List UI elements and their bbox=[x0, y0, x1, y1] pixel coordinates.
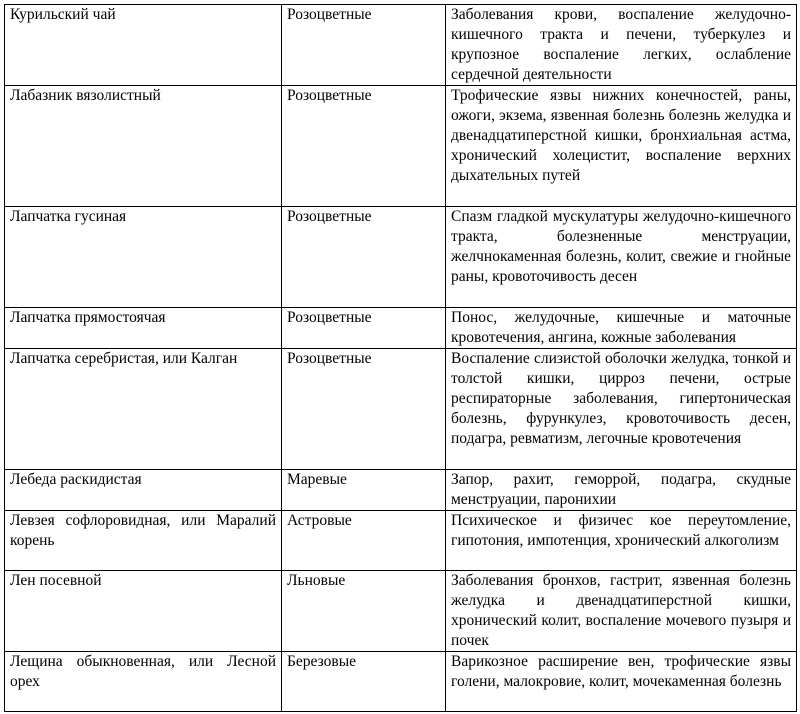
document-page bbox=[4, 4, 796, 712]
plant-name-cell: Лапчатка серебристая, или Калган bbox=[5, 349, 282, 470]
plant-name-cell: Лапчатка прямостоячая bbox=[5, 308, 282, 349]
diseases-cell: Заболевания крови, воспаление желудочно-кишечного тракта и печени, туберкулез и крупозное воспаление легких, ослабление сердечной деятельности bbox=[446, 5, 797, 86]
plant-family-cell: Березовые bbox=[282, 652, 446, 712]
plant-family-cell: Розоцветные bbox=[282, 349, 446, 470]
plant-name-cell: Лещина обыкновенная, или Лесной орех bbox=[5, 652, 282, 712]
table-row bbox=[5, 207, 797, 308]
plant-name-cell: Курильский чай bbox=[5, 5, 282, 86]
diseases-cell: Спазм гладкой мускулатуры желудочно-кишечного тракта, болезненные менструации, желчнокаменная болезнь, колит, свежие и гнойные раны, кровоточивость десен bbox=[446, 207, 797, 308]
table-row bbox=[5, 349, 797, 470]
diseases-cell: Варикозное расширение вен, трофические язвы голени, малокровие, колит, мочекаменная болезнь bbox=[446, 652, 797, 712]
plant-name-cell: Лабазник вязолистный bbox=[5, 86, 282, 207]
diseases-cell: Заболевания бронхов, гастрит, язвенная болезнь желудка и двенадцатиперстной кишки, хронический колит, воспаление мочевого пузыря и почек bbox=[446, 571, 797, 652]
plant-name-cell: Лапчатка гусиная bbox=[5, 207, 282, 308]
diseases-cell: Запор, рахит, геморрой, подагра, скудные менструации, паронихии bbox=[446, 470, 797, 511]
table-row bbox=[5, 308, 797, 349]
plant-family-cell: Розоцветные bbox=[282, 308, 446, 349]
diseases-cell: Воспаление слизистой оболочки желудка, тонкой и толстой кишки, цирроз печени, острые респираторные заболевания, гипертоническая болезнь, фурункулез, кровоточивость десен, подагра, ревматизм, легочные кровотечения bbox=[446, 349, 797, 470]
plant-name-cell: Лен посевной bbox=[5, 571, 282, 652]
plant-family-cell: Розоцветные bbox=[282, 207, 446, 308]
plant-family-cell: Розоцветные bbox=[282, 5, 446, 86]
table-row bbox=[5, 86, 797, 207]
diseases-cell: Психическое и физичес кое переутомление, гипотония, импотенция, хронический алкоголизм bbox=[446, 511, 797, 571]
medicinal-plants-table bbox=[4, 4, 797, 712]
table-row bbox=[5, 5, 797, 86]
plant-name-cell: Лебеда раскидистая bbox=[5, 470, 282, 511]
plant-name-cell: Левзея софлоровидная, или Маралий корень bbox=[5, 511, 282, 571]
table-row bbox=[5, 470, 797, 511]
diseases-cell: Трофические язвы нижних конечностей, раны, ожоги, экзема, язвенная болезнь болезнь желудка и двенадцатиперстной кишки, бронхиальная астма, хронический холецистит, воспаление верхних дыхательных путей bbox=[446, 86, 797, 207]
plant-family-cell: Розоцветные bbox=[282, 86, 446, 207]
plant-family-cell: Астровые bbox=[282, 511, 446, 571]
diseases-cell: Понос, желудочные, кишечные и маточные кровотечения, ангина, кожные заболевания bbox=[446, 308, 797, 349]
plant-family-cell: Льновые bbox=[282, 571, 446, 652]
plant-family-cell: Маревые bbox=[282, 470, 446, 511]
table-row bbox=[5, 652, 797, 712]
table-row bbox=[5, 571, 797, 652]
table-row bbox=[5, 511, 797, 571]
